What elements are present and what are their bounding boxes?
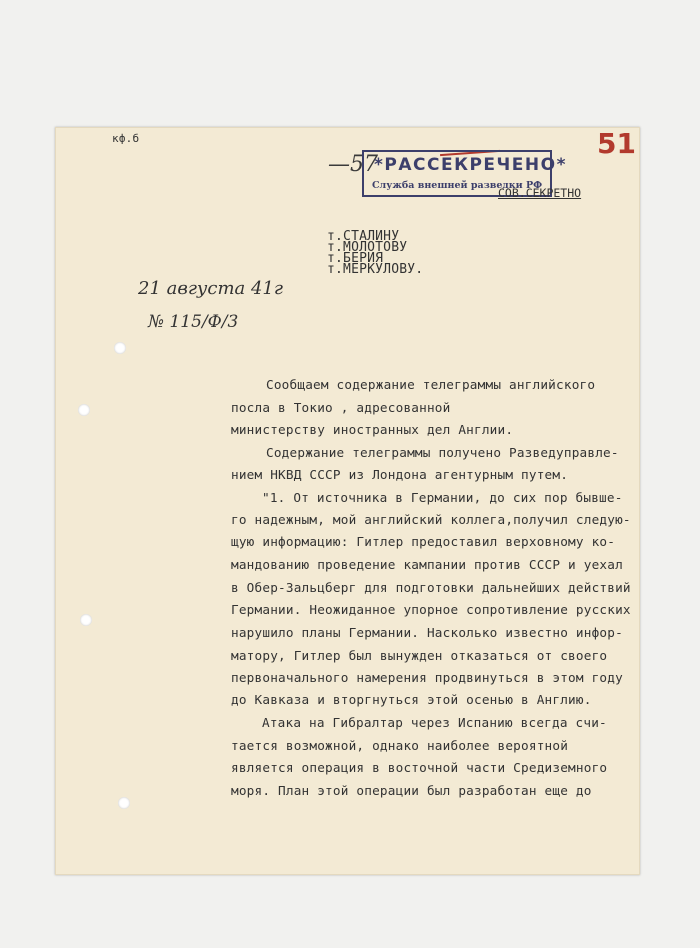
body-line: щую информацию: Гитлер предоставил верховному ко- <box>231 534 616 549</box>
stamp-title: *РАССЕКРЕЧЕНО* <box>374 155 567 175</box>
body-line: в Обер-Зальцберг для подготовки дальнейших действий <box>231 580 631 595</box>
body-line: Германии. Неожиданное упорное сопротивление русских <box>231 602 631 617</box>
handwritten-mark: —57 <box>328 152 378 177</box>
handwritten-date: 21 августа 41г <box>138 278 283 299</box>
addressee: т.МОЛОТОВУ <box>327 240 408 255</box>
body-line: го надежным, мой английский коллега,получил следую- <box>231 512 631 527</box>
body-line: "1. От источника в Германии, до сих пор бывше- <box>262 490 623 505</box>
classification-label: СОВ.СЕКРЕТНО <box>498 186 582 200</box>
document-ref: кф.б <box>112 132 140 145</box>
body-line: посла в Токио , адресованной <box>231 400 451 415</box>
body-line: нарушило планы Германии. Насколько известно инфор- <box>231 625 623 640</box>
punch-hole <box>78 404 90 416</box>
punch-hole <box>114 342 126 354</box>
stamp-subtitle: Служба внешней разведки РФ <box>372 180 543 191</box>
punch-hole <box>80 614 92 626</box>
body-line: нием НКВД СССР из Лондона агентурным путем. <box>231 467 569 482</box>
body-line: первоначального намерения продвинуться в этом году <box>231 670 623 685</box>
handwritten-number: № 115/Ф/3 <box>148 312 239 332</box>
body-line: Атака на Гибралтар через Испанию всегда счи- <box>262 715 607 730</box>
body-line: тается возможной, однако наиболее вероятной <box>231 738 569 753</box>
body-line: моря. План этой операции был разработан еще до <box>231 783 592 798</box>
sheet-number: 51 <box>597 127 636 160</box>
body-line: матору, Гитлер был вынужден отказаться от своего <box>231 648 608 663</box>
body-line: министерству иностранных дел Англии. <box>231 422 514 437</box>
body-line: Содержание телеграммы получено Разведуправле- <box>266 445 619 460</box>
punch-hole <box>118 797 130 809</box>
body-line: является операция в восточной части Средиземного <box>231 760 608 775</box>
body-line: Сообщаем содержание телеграммы английского <box>266 377 596 392</box>
addressee: т.БЕРИЯ <box>327 251 384 266</box>
body-line: до Кавказа и вторгнуться этой осенью в Англию. <box>231 692 592 707</box>
addressee: т.СТАЛИНУ <box>327 229 400 244</box>
addressee: т.МЕРКУЛОВУ. <box>327 262 424 277</box>
body-line: мандованию проведение кампании против СССР и уехал <box>231 557 623 572</box>
